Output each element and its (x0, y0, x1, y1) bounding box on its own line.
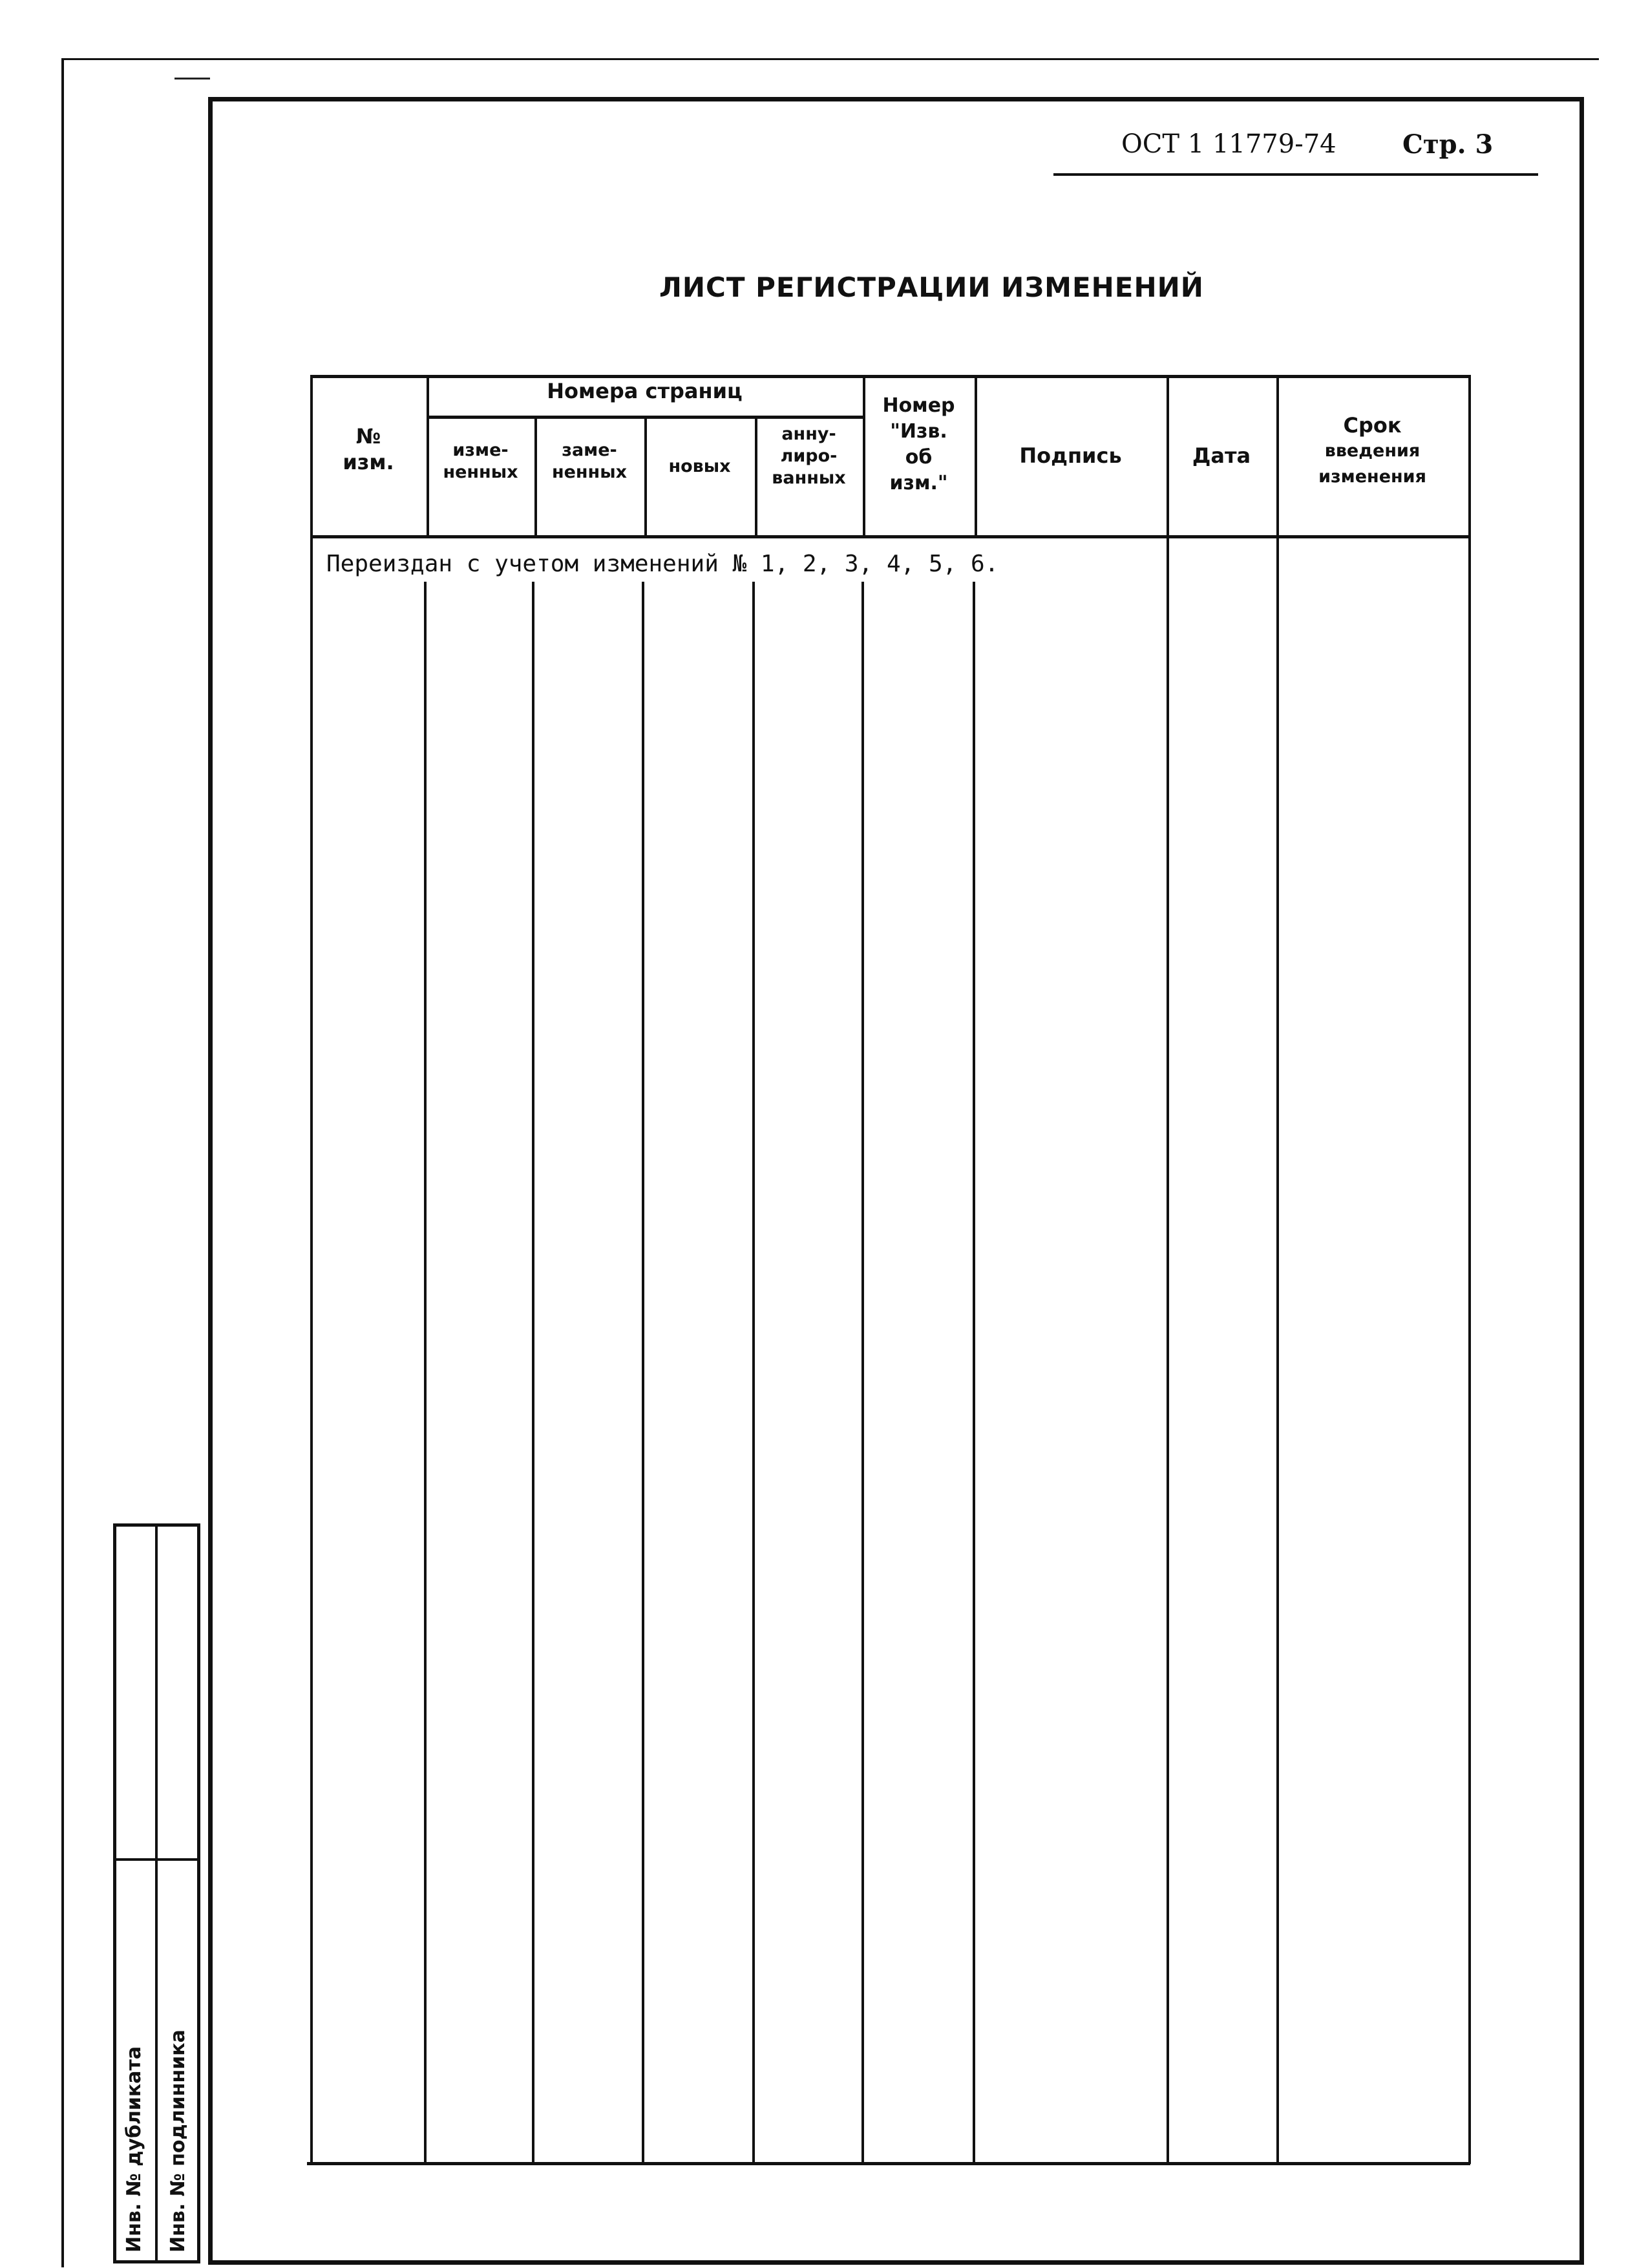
header-change-no: № изм. (343, 424, 394, 474)
col-divider-4-body (752, 582, 755, 2164)
header-new: новых (668, 456, 731, 476)
stamp-duplicate-label: Инв. № дубликата (123, 2046, 145, 2252)
table-bottom-border (307, 2162, 1470, 2165)
col-divider-1-body (424, 582, 427, 2164)
col-divider-3-body (642, 582, 644, 2164)
col-divider-2-body (532, 582, 534, 2164)
header-annulled: анну- лиро- ванных (772, 424, 846, 488)
stamp-divider-vertical (155, 1523, 158, 2263)
frame-tick (174, 78, 210, 79)
header-signature: Подпись (1019, 443, 1122, 468)
header-changed: изме- ненных (443, 440, 518, 482)
header-underline (1053, 173, 1538, 176)
reissue-note: Переиздан с учетом изменений № 1, 2, 3, 4, 5, 6. (326, 551, 999, 577)
col-divider-6-body (973, 582, 975, 2164)
header-replaced: заме- ненных (551, 440, 628, 482)
table-right-border (1468, 375, 1471, 2164)
header-notice-number: Номер "Изв. об изм." (882, 394, 955, 494)
col-divider-7 (1167, 375, 1169, 2164)
stamp-divider-horizontal (113, 1858, 200, 1861)
header-page-numbers: Номера страниц (547, 379, 743, 403)
page-number: Стр. 3 (1402, 129, 1494, 160)
header-date: Дата (1192, 443, 1251, 468)
table-header-bottom (310, 535, 1470, 538)
document-code: ОСТ 1 11779-74 (1121, 129, 1336, 159)
table-left-border (310, 375, 313, 2164)
col-divider-5-body (861, 582, 864, 2164)
page-title: ЛИСТ РЕГИСТРАЦИИ ИЗМЕНЕНИЙ (659, 271, 1204, 303)
col-divider-8 (1276, 375, 1279, 2164)
stamp-original-label: Инв. № подлинника (167, 2030, 189, 2252)
header-term: Срок введения изменения (1318, 413, 1426, 487)
